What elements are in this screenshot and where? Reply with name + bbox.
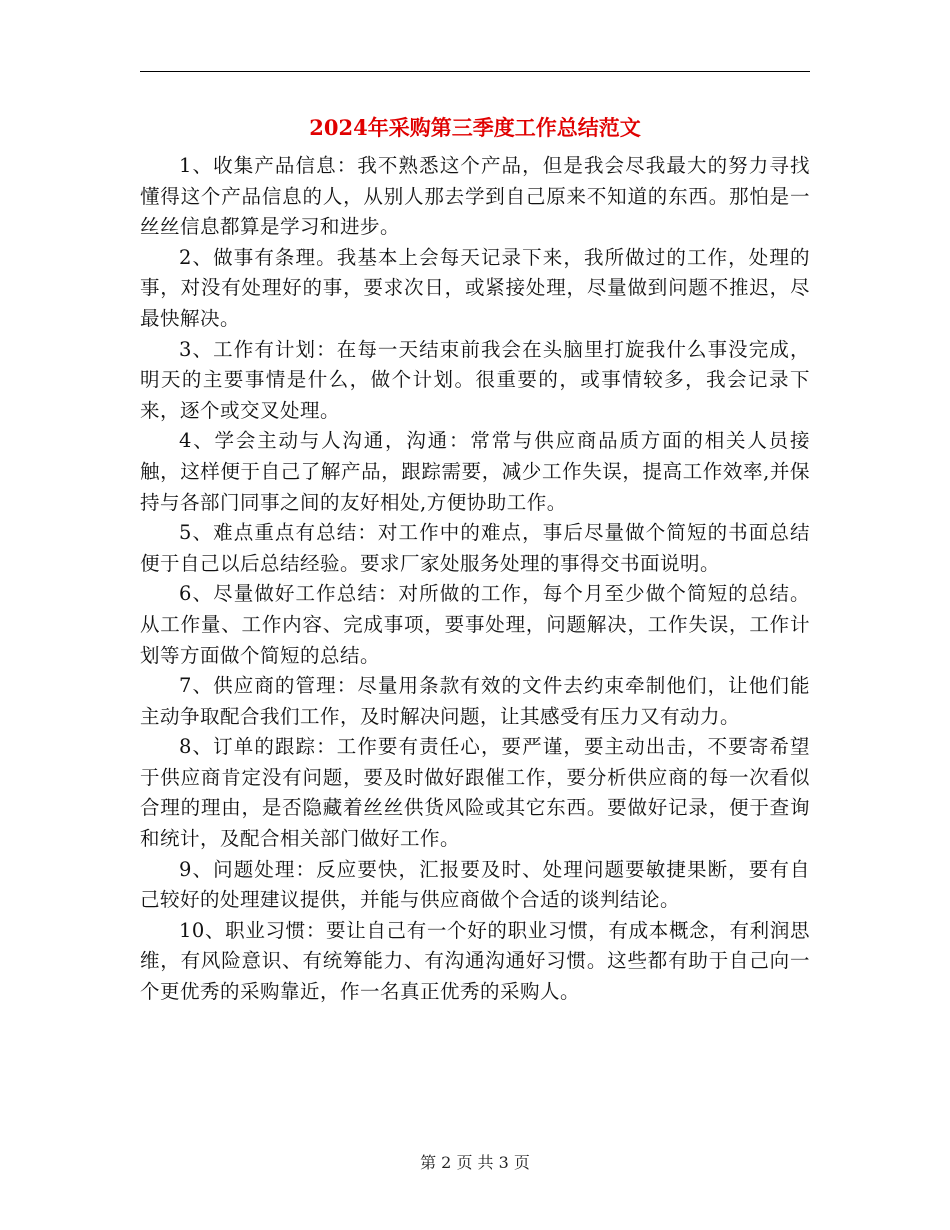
paragraph-8: 8、订单的跟踪：工作要有责任心，要严谨，要主动出击，不要寄希望于供应商肯定没有问题，要及时做好跟催工作，要分析供应商的每一次看似合理的理由，是否隐藏着丝丝供货风险或其它东西。要做好记录，便于查询和统计，及配合相关部门做好工作。: [140, 735, 810, 851]
paragraph-2: 2、做事有条理。我基本上会每天记录下来，我所做过的工作，处理的事，对没有处理好的事，要求次日，或紧接处理，尽量做到问题不推迟，尽最快解决。: [140, 245, 810, 330]
paragraph-5: 5、难点重点有总结：对工作中的难点，事后尽量做个简短的书面总结便于自己以后总结经验。要求厂家处服务处理的事得交书面说明。: [140, 521, 810, 575]
paragraph-1: 1、收集产品信息：我不熟悉这个产品，但是我会尽我最大的努力寻找懂得这个产品信息的人，从别人那去学到自己原来不知道的东西。那怕是一丝丝信息都算是学习和进步。: [140, 154, 810, 239]
document-title: 2024年采购第三季度工作总结范文: [309, 115, 641, 140]
paragraph-3: 3、工作有计划：在每一天结束前我会在头脑里打旋我什么事没完成，明天的主要事情是什么，做个计划。很重要的，或事情较多，我会记录下来，逐个或交叉处理。: [140, 337, 810, 422]
paragraph-7: 7、供应商的管理：尽量用条款有效的文件去约束牵制他们，让他们能主动争取配合我们工作，及时解决问题，让其感受有压力又有动力。: [140, 674, 810, 728]
header-rule: [140, 71, 810, 72]
paragraph-9: 9、问题处理：反应要快，汇报要及时、处理问题要敏捷果断，要有自己较好的处理建议提供，并能与供应商做个合适的谈判结论。: [140, 857, 810, 912]
document-body: [140, 151, 810, 1008]
paragraph-4: 4、学会主动与人沟通，沟通：常常与供应商品质方面的相关人员接触，这样便于自己了解产品，跟踪需要，减少工作失误，提高工作效率,并保持与各部门同事之间的友好相处,方便协助工作。: [140, 429, 810, 514]
paragraph-6: 6、尽量做好工作总结：对所做的工作，每个月至少做个简短的总结。从工作量、工作内容、完成事项，要事处理，问题解决，工作失误，工作计划等方面做个简短的总结。: [140, 582, 810, 667]
page-number-footer: 第 2 页 共 3 页: [420, 1153, 530, 1172]
paragraph-10: 10、职业习惯：要让自己有一个好的职业习惯，有成本概念，有利润思维，有风险意识、有统筹能力、有沟通沟通好习惯。这些都有助于自己向一个更优秀的采购靠近，作一名真正优秀的采购人。: [140, 918, 810, 1004]
